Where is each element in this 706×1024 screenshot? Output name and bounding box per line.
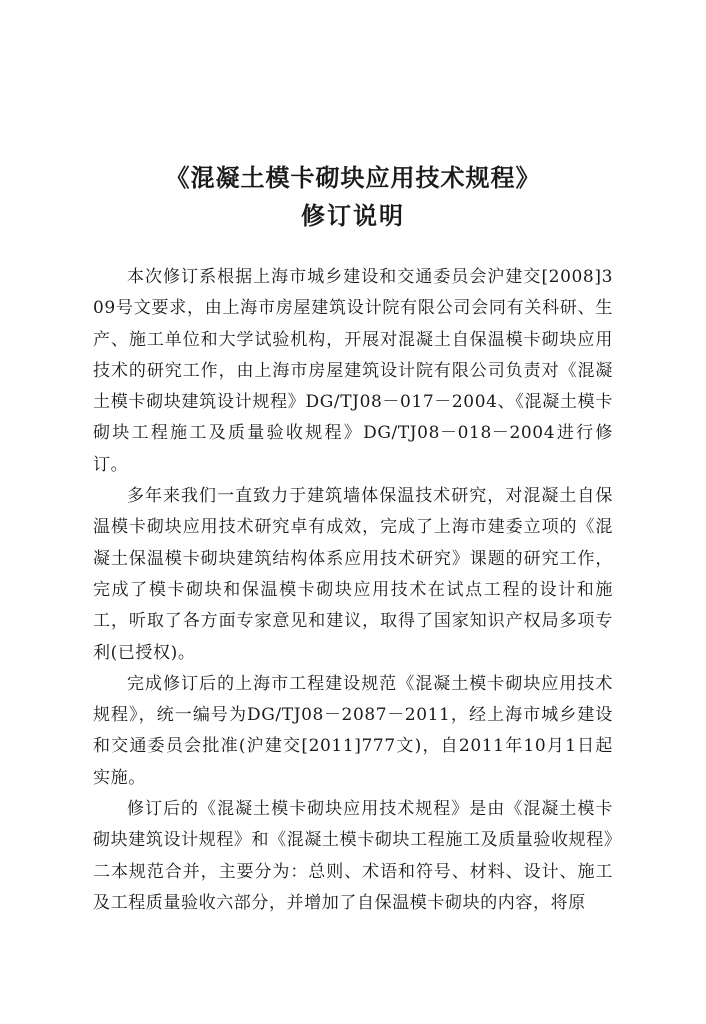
document-subtitle: 修订说明 — [301, 202, 405, 230]
paragraph: 修订后的《混凝土模卡砌块应用技术规程》是由《混凝土模卡砌块建筑设计规程》和《混凝土模卡砌块工程施工及质量验收规程》二本规范合并，主要分为：总则、术语和符号、材料、设计、施工及工程质量验收六部分，并增加了自保温模卡砌块的内容，将原 — [93, 799, 613, 913]
paragraph: 完成修订后的上海市工程建设规范《混凝土模卡砌块应用技术规程》，统一编号为DG/TJ08－2087－2011，经上海市城乡建设和交通委员会批准(沪建交[2011]777文)，自2011年10月1日起实施。 — [93, 673, 613, 788]
document-body — [93, 262, 613, 919]
paragraph: 本次修订系根据上海市城乡建设和交通委员会沪建交[2008]309号文要求，由上海市房屋建筑设计院有限公司会同有关科研、生产、施工单位和大学试验机构，开展对混凝土自保温模卡砌块应用技术的研究工作，由上海市房屋建筑设计院有限公司负责对《混凝土模卡砌块建筑设计规程》DG/TJ08－017－2004、《混凝土模卡砌块工程施工及质量验收规程》DG/TJ08－018－2004进行修订。 — [93, 267, 613, 475]
paragraph: 多年来我们一直致力于建筑墙体保温技术研究，对混凝土自保温模卡砌块应用技术研究卓有成效，完成了上海市建委立项的《混凝土保温模卡砌块建筑结构体系应用技术研究》课题的研究工作，完成了模卡砌块和保温模卡砌块应用技术在试点工程的设计和施工，听取了各方面专家意见和建议，取得了国家知识产权局多项专利(已授权)。 — [93, 486, 613, 663]
document-title: 《混凝土模卡砌块应用技术规程》 — [165, 164, 541, 192]
